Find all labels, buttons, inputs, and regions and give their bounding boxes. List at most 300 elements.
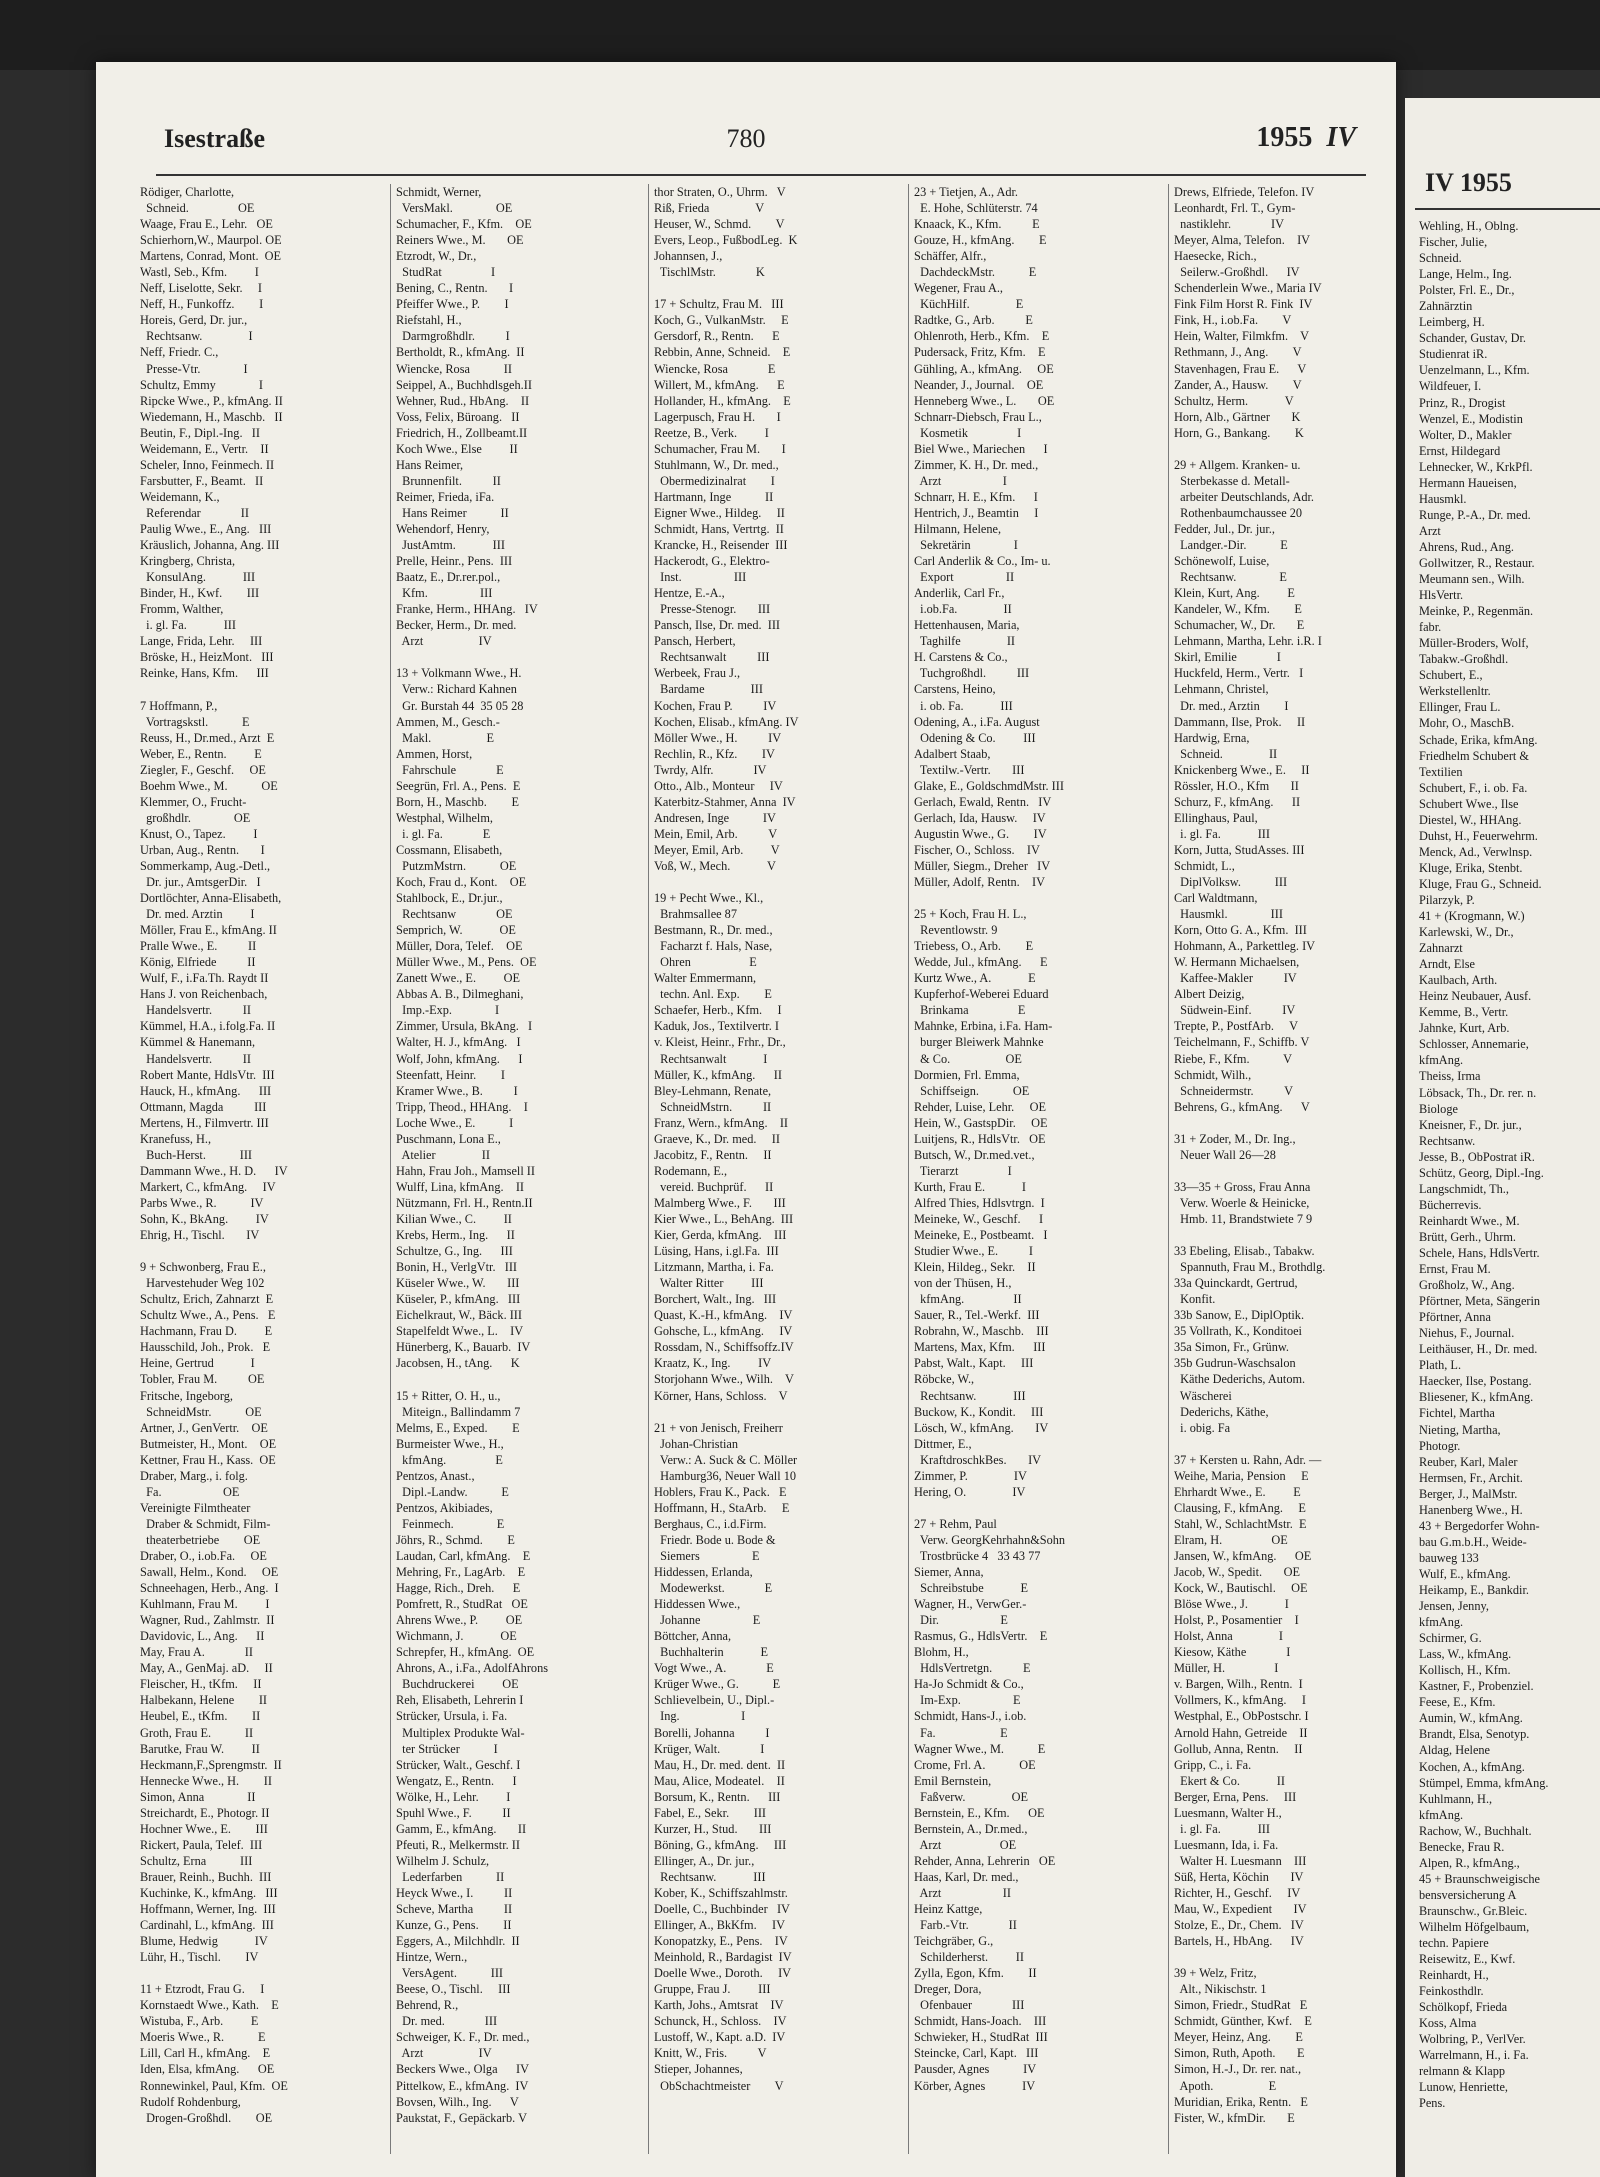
directory-entry-line: Kosmetik I	[914, 425, 1022, 440]
directory-entry-line: Loche Wwe., E. I	[396, 1115, 514, 1130]
directory-entry-line: Riß, Frieda V	[654, 201, 765, 216]
directory-entry-line: Buchhalterin E	[654, 1645, 769, 1660]
right-page-header: IV 1955	[1425, 168, 1512, 197]
directory-entry-line: Gamm, E., kfmAng. II	[396, 1821, 527, 1836]
directory-entry-line: Johan-Christian	[654, 1436, 739, 1451]
directory-entry-line: Kornstaedt Wwe., Kath. E	[140, 1998, 279, 2013]
directory-entry-line: Blohm, H.,	[914, 1645, 969, 1660]
directory-entry-line: Schumacher, W., Dr. E	[1174, 618, 1305, 633]
directory-entry-line: theaterbetriebe OE	[140, 1532, 261, 1547]
directory-entry-line: Neander, J., Journal. OE	[914, 377, 1044, 392]
directory-entry-line: Fischer, Julie,	[1419, 235, 1488, 250]
directory-entry-line: Pittelkow, E., kfmAng. IV	[396, 2078, 529, 2093]
directory-entry-line: Jensen, Jenny,	[1419, 1599, 1489, 1614]
directory-entry-line: Arzt IV	[396, 2046, 492, 2061]
directory-entry-line: i. gl. Fa. E	[396, 826, 491, 841]
directory-entry-line: Textilien	[1419, 764, 1463, 779]
directory-entry-line: Westphal, Wilhelm,	[396, 810, 493, 825]
directory-entry-line: Heubel, E., tKfm. II	[140, 1709, 261, 1724]
directory-entry-line: Aldag, Helene	[1419, 1743, 1491, 1758]
directory-entry-line: Zander, A., Hausw. V	[1174, 377, 1302, 392]
directory-entry-line: Trostbrücke 4 33 43 77	[914, 1548, 1041, 1563]
directory-entry-line: Hohmann, A., Parkettleg. IV	[1174, 939, 1316, 954]
directory-entry-line: Storjohann Wwe., Wilh. V	[654, 1372, 794, 1387]
directory-entry-line: Wolbring, P., VerlVer.	[1419, 2032, 1526, 2047]
directory-entry-line: bensversicherung A	[1419, 1887, 1517, 1902]
directory-entry-line: Kuhlmann, H.,	[1419, 1791, 1493, 1806]
directory-entry-line: Doelle, C., Buchbinder IV	[654, 1902, 790, 1917]
directory-entry-line: Alfred Thies, Hdlsvtrgn. I	[914, 1195, 1045, 1210]
directory-entry-line: Hans Reimer II	[396, 505, 509, 520]
directory-entry-line: Gruppe, Frau J. III	[654, 1982, 771, 1997]
directory-entry-line: Schäffer, Alfr.,	[914, 249, 987, 264]
directory-entry-line: Hentze, E.-A.,	[654, 586, 725, 601]
directory-entry-line: Fister, W., kfmDir. E	[1174, 2110, 1295, 2125]
directory-entry-line: Kochen, Frau P. IV	[654, 698, 777, 713]
directory-entry-line: Paulig Wwe., E., Ang. III	[140, 521, 272, 536]
directory-entry-line: Barutke, Frau W. II	[140, 1741, 260, 1756]
directory-entry-line: Zimmer, Ursula, BkAng. I	[396, 1019, 533, 1034]
directory-entry-line: thor Straten, O., Uhrm. V	[654, 185, 786, 199]
directory-entry-line: Krüger, Walt. I	[654, 1741, 765, 1756]
directory-entry-line: Friedhelm Schubert &	[1419, 748, 1529, 763]
directory-entry-line: Presse-Stenogr. III	[654, 602, 771, 617]
directory-entry-line: Wichmann, J. OE	[396, 1629, 517, 1644]
directory-entry-line: SchneidMstr. OE	[140, 1404, 262, 1419]
directory-entry-line: Kupferhof-Weberei Eduard	[914, 987, 1049, 1002]
directory-entry-line: Kastner, F., Probenziel.	[1419, 1679, 1534, 1694]
directory-entry-line: Braunschw., Gr.Bleic.	[1419, 1903, 1528, 1918]
directory-entry-line: Schölkopf, Frieda	[1419, 2000, 1508, 2015]
directory-entry-line: Müller, H. I	[1174, 1661, 1279, 1676]
directory-entry-line: Feinkosthdlr.	[1419, 1984, 1484, 1999]
directory-entry-line: kfmAng. II	[914, 1292, 1022, 1307]
directory-entry-line: Miteign., Ballindamm 7	[396, 1404, 521, 1419]
directory-entry-line: Berghaus, C., i.d.Firm.	[654, 1516, 767, 1531]
directory-entry-line: Kier Wwe., L., BehAng. III	[654, 1212, 794, 1226]
directory-entry-line: Hahn, Frau Joh., Mamsell II	[396, 1163, 536, 1178]
directory-entry-line: 33 Ebeling, Elisab., Tabakw.	[1174, 1244, 1315, 1259]
directory-entry-line: Behrend, R.,	[396, 1998, 459, 2013]
directory-entry-line: Schele, Hans, HdlsVertr.	[1419, 1246, 1540, 1260]
directory-entry-line: Meinke, P., Regenmän.	[1419, 604, 1534, 619]
directory-entry-line: Walter Ritter III	[654, 1276, 764, 1291]
directory-entry-line: Nützmann, Frl. H., Rentn.II	[396, 1195, 533, 1210]
directory-entry-line: Schierhorn,W., Maurpol. OE	[140, 233, 282, 248]
directory-entry-line: Fritsche, Ingeborg,	[140, 1388, 234, 1403]
directory-entry-line: Leimberg, H.	[1419, 315, 1485, 330]
directory-entry-line: Möller, Frau E., kfmAng. II	[140, 923, 277, 938]
directory-entry-line: Knitt, W., Fris. V	[654, 2046, 767, 2061]
directory-entry-line: VersMakl. OE	[396, 201, 513, 216]
directory-entry-line: Arzt II	[914, 1885, 1011, 1900]
directory-entry-line: Hardwig, Erna,	[1174, 730, 1250, 745]
directory-entry-line: Hoffmann, H., StaArb. E	[654, 1500, 790, 1515]
column-divider	[908, 184, 909, 2154]
directory-entry-line: Lehmann, Christel,	[1174, 682, 1269, 697]
directory-entry-line: Stapelfeldt Wwe., L. IV	[396, 1324, 524, 1339]
directory-entry-line: Kranefuss, H.,	[140, 1131, 212, 1146]
directory-entry-line: Ohlenroth, Herb., Kfm. E	[914, 329, 1050, 344]
directory-entry-line: Katerbitz-Stahmer, Anna IV	[654, 794, 796, 809]
directory-entry-line: Kettner, Frau H., Kass. OE	[140, 1452, 276, 1467]
directory-entry-line: Süß, Herta, Köchin IV	[1174, 1869, 1304, 1884]
directory-entry-line: Schurz, F., kfmAng. II	[1174, 794, 1301, 809]
street-header: Isestraße	[164, 124, 266, 153]
directory-entry-line: Berger, Erna, Pens. III	[1174, 1789, 1297, 1804]
directory-entry-line: Fischer, O., Schloss. IV	[914, 842, 1040, 857]
directory-entry-line: Multiplex Produkte Wal-	[396, 1725, 525, 1740]
directory-entry-line: Steenfatt, Heinr. I	[396, 1067, 505, 1082]
directory-entry-line: Heikamp, E., Bankdir.	[1419, 1582, 1529, 1597]
directory-entry-line: Pförtner, Anna	[1419, 1310, 1491, 1325]
directory-entry-line: Koch, Frau d., Kont. OE	[396, 875, 527, 890]
directory-entry-line: Heuser, W., Schmd. V	[654, 217, 785, 232]
directory-entry-line: Drogen-Großhdl. OE	[140, 2110, 273, 2125]
directory-entry-line: Kandeler, W., Kfm. E	[1174, 602, 1302, 617]
directory-entry-line	[654, 1404, 904, 1420]
directory-entry-line: Prelle, Heinr., Pens. III	[396, 554, 513, 569]
directory-entry-line: Brunnenfilt. II	[396, 473, 501, 488]
directory-entry-line: Strücker, Ursula, i. Fa.	[396, 1709, 508, 1724]
directory-entry-line: Presse-Vtr. I	[140, 361, 248, 376]
directory-entry-line: Dir. E	[914, 1613, 1008, 1628]
directory-entry-line: Gollub, Anna, Rentn. II	[1174, 1741, 1303, 1756]
directory-entry-line: Cossmann, Elisabeth,	[396, 842, 503, 857]
directory-entry-line: Dr. med. III	[396, 2014, 498, 2029]
directory-entry-line: Käthe Dederichs, Autom.	[1174, 1372, 1306, 1387]
directory-entry-line: Verw. GeorgKehrhahn&Sohn	[914, 1532, 1066, 1547]
directory-entry-line: Heyck Wwe., I. II	[396, 1885, 513, 1900]
directory-entry-line: Reuss, H., Dr.med., Arzt E	[140, 730, 275, 745]
directory-entry-line: Koss, Alma	[1419, 2016, 1477, 2031]
directory-entry-line: Lange, Frida, Lehr. III	[140, 634, 263, 649]
header-rule	[156, 174, 1366, 176]
directory-entry-line: Etzrodt, W., Dr.,	[396, 249, 477, 264]
directory-entry-line: Wegener, Frau A.,	[914, 281, 1004, 296]
directory-entry-line: Runge, P.-A., Dr. med.	[1419, 507, 1531, 522]
directory-entry-line: Biel Wwe., Mariechen I	[914, 441, 1048, 456]
directory-entry-line: relmann & Klapp	[1419, 2064, 1506, 2079]
directory-entry-line: Ehrhardt Wwe., E. E	[1174, 1484, 1301, 1499]
directory-entry-line: Rödiger, Charlotte,	[140, 185, 235, 199]
directory-entry-line: Albert Deizig,	[1174, 987, 1245, 1002]
directory-entry-line: 9 + Schwonberg, Frau E.,	[140, 1260, 266, 1275]
directory-entry-line: Lehnecker, W., KrkPfl.	[1419, 459, 1533, 474]
directory-entry-line: Hoblers, Frau K., Pack. E	[654, 1484, 787, 1499]
directory-entry-line: Pudersack, Fritz, Kfm. E	[914, 345, 1046, 360]
directory-entry-line: Wastl, Seb., Kfm. I	[140, 265, 259, 280]
directory-entry-line: Müller-Broders, Wolf,	[1419, 636, 1529, 651]
directory-entry-line: Reisewitz, E., Kwf.	[1419, 1952, 1516, 1967]
directory-entry-line: Hoffmann, Werner, Ing. III	[140, 1902, 276, 1917]
directory-entry-line: Kilian Wwe., C. II	[396, 1212, 512, 1226]
directory-page-right	[1405, 98, 1600, 2177]
directory-entry-line: Neff, Friedr. C.,	[140, 345, 219, 360]
directory-entry-line: i. gl. Fa. III	[140, 618, 236, 633]
directory-entry-line: Knaack, K., Kfm. E	[914, 217, 1040, 232]
directory-entry-line: arbeiter Deutschlands, Adr.	[1174, 489, 1315, 504]
directory-entry-line: v. Bargen, Wilh., Rentn. I	[1174, 1677, 1303, 1692]
directory-entry-line: Pentzos, Akibiades,	[396, 1500, 493, 1515]
directory-entry-line: Fichtel, Martha	[1419, 1406, 1495, 1421]
directory-entry-line: JustAmtm. III	[396, 538, 505, 553]
directory-entry-line: Gerlach, Ewald, Rentn. IV	[914, 794, 1052, 809]
directory-entry-line: Kock, W., Bautischl. OE	[1174, 1581, 1308, 1596]
directory-entry-line	[140, 1965, 385, 1981]
directory-entry-line: Zanett Wwe., E. OE	[396, 971, 521, 986]
directory-entry-line: Lunow, Henriette,	[1419, 2080, 1509, 2095]
directory-entry-line: Simon, Anna II	[140, 1789, 256, 1804]
directory-entry-line: Seilerw.-Großhdl. IV	[1174, 265, 1300, 280]
directory-entry-line: Carl Waldtmann,	[1174, 891, 1258, 906]
directory-entry-line: Simon, H.-J., Dr. rer. nat.,	[1174, 2062, 1302, 2077]
directory-entry-line: Reiners Wwe., M. OE	[396, 233, 524, 248]
directory-entry-line: Ahrens Wwe., P. OE	[396, 1613, 523, 1628]
directory-entry-line: Dr. med. Arztin I	[140, 907, 255, 922]
directory-entry-line: Heine, Gertrud I	[140, 1356, 255, 1371]
column-divider	[390, 184, 391, 2154]
directory-entry-line: Litzmann, Martha, i. Fa.	[654, 1260, 774, 1275]
directory-entry-line: Darmgroßhdlr. I	[396, 329, 510, 344]
directory-entry-line: Duhst, H., Feuerwehrm.	[1419, 828, 1538, 843]
directory-entry-line: Müller, K., kfmAng. II	[654, 1067, 782, 1082]
directory-entry-line: Bovsen, Wilh., Ing. V	[396, 2094, 519, 2109]
directory-entry-line: Müller Wwe., M., Pens. OE	[396, 955, 537, 970]
directory-entry-line: Mau, Alice, Modeatel. II	[654, 1773, 785, 1788]
directory-entry-line: Jacobsen, H., tAng. K	[396, 1356, 520, 1371]
directory-entry-line: Export II	[914, 570, 1015, 585]
directory-entry-line: Leonhardt, Frl. T., Gym-	[1174, 201, 1296, 216]
directory-entry-line: Groth, Frau E. II	[140, 1725, 254, 1740]
directory-entry-line: Werbeek, Frau J.,	[654, 666, 741, 681]
directory-entry-line: Jöhrs, R., Schmd. E	[396, 1532, 515, 1547]
directory-entry-line: Draber, O., i.ob.Fa. OE	[140, 1548, 267, 1563]
directory-entry-line: Löbsack, Th., Dr. rer. n.	[1419, 1085, 1537, 1100]
directory-entry-line: Arzt IV	[396, 634, 492, 649]
directory-entry-line: Schwieker, H., StudRat III	[914, 2030, 1048, 2045]
directory-entry-line: Fromm, Walther,	[140, 602, 224, 617]
directory-entry-line: Berger, J., MalMstr.	[1419, 1486, 1518, 1501]
directory-entry-line: Reh, Elisabeth, Lehrerin I	[396, 1693, 524, 1708]
directory-entry-line: Dortlöchter, Anna-Elisabeth,	[140, 891, 282, 906]
directory-entry-line: Stahlbock, E., Dr.jur.,	[396, 891, 503, 906]
directory-entry-line: Mehring, Fr., LagArb. E	[396, 1565, 526, 1580]
directory-entry-line: Adalbert Staab,	[914, 746, 991, 761]
directory-entry-line: SchneidMstrn. II	[654, 1099, 772, 1114]
directory-entry-line: Paukstat, F., Gepäckarb. V	[396, 2110, 527, 2125]
directory-entry-line: Weber, E., Rentn. E	[140, 746, 262, 761]
directory-entry-line: Schmidt, Hans-J., i.ob.	[914, 1709, 1027, 1724]
directory-entry-line: Luitjens, R., HdlsVtr. OE	[914, 1131, 1046, 1146]
directory-entry-line: Pabst, Walt., Kapt. III	[914, 1356, 1034, 1371]
directory-entry-line: Stavenhagen, Frau E. V	[1174, 361, 1307, 376]
directory-entry-line: Hein, Walter, Filmkfm. V	[1174, 329, 1310, 344]
directory-entry-line: Horn, Alb., Gärtner K	[1174, 409, 1301, 424]
directory-entry-line: Dr. jur., AmtsgerDir. I	[140, 875, 261, 890]
directory-entry-line: Feinmech. E	[396, 1516, 505, 1531]
directory-entry-line: Brauer, Reinh., Buchh. III	[140, 1869, 272, 1884]
directory-entry-line	[654, 280, 904, 296]
directory-entry-line: Beckers Wwe., Olga IV	[396, 2062, 529, 2077]
directory-entry-line: Vollmers, K., kfmAng. I	[1174, 1693, 1306, 1708]
directory-entry-line: May, A., GenMaj. aD. II	[140, 1661, 273, 1676]
directory-entry-line: 33a Quinckardt, Gertrud,	[1174, 1276, 1298, 1291]
directory-entry-line: Schmidt, Hans, Vertrtg. II	[654, 521, 784, 536]
directory-entry-line: Fink Film Horst R. Fink IV	[1174, 297, 1313, 312]
directory-entry-line: Kräuslich, Johanna, Ang. III	[140, 538, 280, 553]
directory-entry-line: Pilarzyk, P.	[1419, 892, 1475, 907]
directory-entry-line: Neff, H., Funkoffz. I	[140, 297, 264, 312]
directory-entry-line: Rudolf Rohdenburg,	[140, 2094, 241, 2109]
directory-entry-line: Riefstahl, H.,	[396, 313, 462, 328]
directory-entry-line: Wulf, F., i.Fa.Th. Raydt II	[140, 971, 269, 986]
directory-entry-line: Simon, Ruth, Apoth. E	[1174, 2046, 1305, 2061]
directory-entry-line: Drews, Elfriede, Telefon. IV	[1174, 185, 1315, 199]
directory-entry-line: Hmb. 11, Brandstwiete 7 9	[1174, 1212, 1313, 1226]
directory-entry-line: Tripp, Theod., HHAng. I	[396, 1099, 528, 1114]
directory-entry-line: Hackerodt, G., Elektro-	[654, 554, 770, 569]
directory-entry-line	[914, 890, 1164, 906]
directory-entry-line	[140, 681, 385, 697]
directory-entry-line: Crome, Frl. A. OE	[914, 1757, 1036, 1772]
directory-entry-line: Eigner Wwe., Hildeg. II	[654, 505, 785, 520]
directory-entry-line: Buch-Herst. III	[140, 1147, 253, 1162]
directory-entry-line: Ellinghaus, Paul,	[1174, 810, 1258, 825]
directory-entry-line: Klemmer, O., Frucht-	[140, 794, 247, 809]
directory-entry-line: Rechtsanw OE	[396, 907, 513, 922]
directory-entry-line: Hettenhausen, Maria,	[914, 618, 1020, 633]
directory-entry-line: burger Bleiwerk Mahnke	[914, 1035, 1044, 1050]
directory-entry-line: Farb.-Vtr. II	[914, 1918, 1017, 1933]
directory-entry-line: Modewerkst. E	[654, 1581, 773, 1596]
directory-entry-line: Dederichs, Käthe,	[1174, 1404, 1269, 1419]
directory-entry-line: Laudan, Carl, kfmAng. E	[396, 1548, 531, 1563]
directory-entry-line: Warrelmann, H., i. Fa.	[1419, 2048, 1529, 2063]
directory-entry-line: Schrepfer, H., kfmAng. OE	[396, 1645, 535, 1660]
directory-entry-line: Kochen, A., kfmAng.	[1419, 1759, 1525, 1774]
directory-entry-line: Stolze, E., Dr., Chem. IV	[1174, 1918, 1304, 1933]
directory-entry-line: Werkstellenltr.	[1419, 684, 1491, 699]
directory-entry-line: Hans J. von Reichenbach,	[140, 987, 268, 1002]
directory-entry-line: 41 + (Krogmann, W.)	[1419, 909, 1525, 924]
directory-entry-line: Bening, C., Rentn. I	[396, 281, 514, 296]
directory-entry-line: Klein, Hildeg., Sekr. II	[914, 1260, 1036, 1275]
directory-entry-line: Schultz, Emmy I	[140, 377, 263, 392]
directory-entry-line: Fink, H., i.ob.Fa. V	[1174, 313, 1292, 328]
column-4	[914, 184, 1164, 2094]
directory-entry-line: Ammen, Horst,	[396, 746, 473, 761]
directory-page-left	[96, 62, 1396, 2177]
directory-entry-line: Semprich, W. OE	[396, 923, 516, 938]
directory-entry-line: Schütz, Georg, Dipl.-Ing.	[1419, 1165, 1544, 1180]
directory-entry-line: Kurth, Frau E. I	[914, 1179, 1027, 1194]
directory-entry-line: Brahmsallee 87	[654, 907, 737, 922]
directory-entry-line: Ronnewinkel, Paul, Kfm. OE	[140, 2078, 288, 2093]
directory-entry-line: Vortragskstl. E	[140, 714, 250, 729]
directory-entry-line: Heckmann,F.,Sprengmstr. II	[140, 1757, 282, 1772]
directory-entry-line: Teichelmann, F., Schiffb. V	[1174, 1035, 1310, 1050]
directory-entry-line: Leithäuser, H., Dr. med.	[1419, 1342, 1538, 1357]
directory-entry-line: Kringberg, Christa,	[140, 554, 236, 569]
directory-entry-line: Meumann sen., Wilh.	[1419, 572, 1525, 587]
directory-entry-line: Ziegler, F., Geschf. OE	[140, 762, 266, 777]
directory-entry-line: Schenderlein Wwe., Maria IV	[1174, 281, 1322, 296]
directory-entry-line: Menck, Ad., Verwlnsp.	[1419, 844, 1533, 859]
directory-entry-line: Draber & Schmidt, Film-	[140, 1516, 271, 1531]
directory-entry-line: Robrahn, W., Maschb. III	[914, 1324, 1049, 1339]
directory-entry-line: Fedder, Jul., Dr. jur.,	[1174, 521, 1275, 536]
directory-entry-line: 19 + Pecht Wwe., Kl.,	[654, 891, 764, 906]
directory-entry-line: kfmAng. E	[396, 1452, 503, 1467]
directory-entry-line: i. obig. Fa	[1174, 1420, 1231, 1435]
directory-entry-line: Kaulbach, Arth.	[1419, 973, 1498, 988]
directory-entry-line: Hagge, Rich., Dreh. E	[396, 1581, 521, 1596]
directory-entry-line: kfmAng.	[1419, 1053, 1464, 1068]
directory-entry-line: Schultz Wwe., A., Pens. E	[140, 1308, 276, 1323]
directory-entry-line: Karlewski, W., Dr.,	[1419, 925, 1514, 940]
directory-entry-line: Knickenberg Wwe., E. II	[1174, 762, 1310, 777]
directory-entry-line: Doelle Wwe., Doroth. IV	[654, 1966, 792, 1981]
directory-entry-line: Koch, G., VulkanMstr. E	[654, 313, 789, 328]
directory-entry-line: Neff, Liselotte, Sekr. I	[140, 281, 263, 296]
directory-entry-line: Hilmann, Helene,	[914, 521, 1002, 536]
directory-entry-line: Hennecke Wwe., H. II	[140, 1773, 272, 1788]
directory-entry-line: Rothenbaumchaussee 20	[1174, 505, 1303, 520]
directory-entry-line: Schweiger, K. F., Dr. med.,	[396, 2030, 530, 2045]
directory-entry-line: Schnarr-Diebsch, Frau L.,	[914, 409, 1042, 424]
directory-entry-line: W. Hermann Michaelsen,	[1174, 955, 1300, 970]
directory-entry-line: 21 + von Jenisch, Freiherr	[654, 1420, 783, 1435]
directory-entry-line: Beutin, F., Dipl.-Ing. II	[140, 425, 260, 440]
directory-entry-line: Schander, Gustav, Dr.	[1419, 331, 1526, 346]
directory-entry-line: Wolter, D., Makler	[1419, 427, 1512, 442]
directory-entry-line: KüchHilf. E	[914, 297, 1024, 312]
directory-entry-line: Fleischer, H., tKfm. II	[140, 1677, 262, 1692]
directory-entry-line: Kluge, Frau G., Schneid.	[1419, 876, 1542, 891]
directory-entry-line: Ellinger, A., BkKfm. IV	[654, 1918, 786, 1933]
directory-entry-line: Vogt Wwe., A. E	[654, 1661, 774, 1676]
directory-entry-line: kfmAng.	[1419, 1615, 1464, 1630]
directory-entry-line: Ohren E	[654, 955, 757, 970]
directory-entry-line: i. gl. Fa. III	[1174, 826, 1270, 841]
directory-entry-line: Pausder, Agnes IV	[914, 2062, 1037, 2077]
directory-entry-line: Ekert & Co. II	[1174, 1773, 1285, 1788]
directory-entry-line: Iden, Elsa, kfmAng. OE	[140, 2062, 275, 2077]
directory-entry-line: Hochner Wwe., E. III	[140, 1821, 268, 1836]
directory-entry-line: Wulff, Lina, kfmAng. II	[396, 1179, 525, 1194]
directory-entry-line: Studier Wwe., E. I	[914, 1244, 1033, 1259]
directory-entry-line: ter Strücker I	[396, 1741, 498, 1756]
directory-entry-line: Jacob, W., Spedit. OE	[1174, 1565, 1301, 1580]
directory-entry-line: Müller, Dora, Telef. OE	[396, 939, 523, 954]
directory-entry-line: Hausschild, Joh., Prok. E	[140, 1340, 271, 1355]
directory-entry-line: Siemer, Anna,	[914, 1565, 984, 1580]
directory-entry-line: Gerlach, Ida, Hausw. IV	[914, 810, 1046, 825]
directory-entry-line: Faßverw. OE	[914, 1789, 1028, 1804]
directory-entry-line: Otto., Alb., Monteur IV	[654, 778, 783, 793]
directory-entry-line: Kneisner, F., Dr. jur.,	[1419, 1117, 1522, 1132]
directory-entry-line: Sauer, R., Tel.-Werkf. III	[914, 1308, 1040, 1323]
directory-entry-line: Obermedizinalrat I	[654, 473, 775, 488]
directory-entry-line: Alt., Nikischstr. 1	[1174, 1982, 1267, 1997]
directory-entry-line: Arzt OE	[914, 1837, 1017, 1852]
directory-entry-line: 45 + Braunschweigische	[1419, 1871, 1540, 1886]
directory-entry-line: Ernst, Frau M.	[1419, 1262, 1491, 1277]
directory-entry-line: Ellinger, A., Dr. jur.,	[654, 1853, 755, 1868]
directory-entry-line: Taghilfe II	[914, 634, 1016, 649]
directory-entry-line	[1174, 1227, 1389, 1243]
